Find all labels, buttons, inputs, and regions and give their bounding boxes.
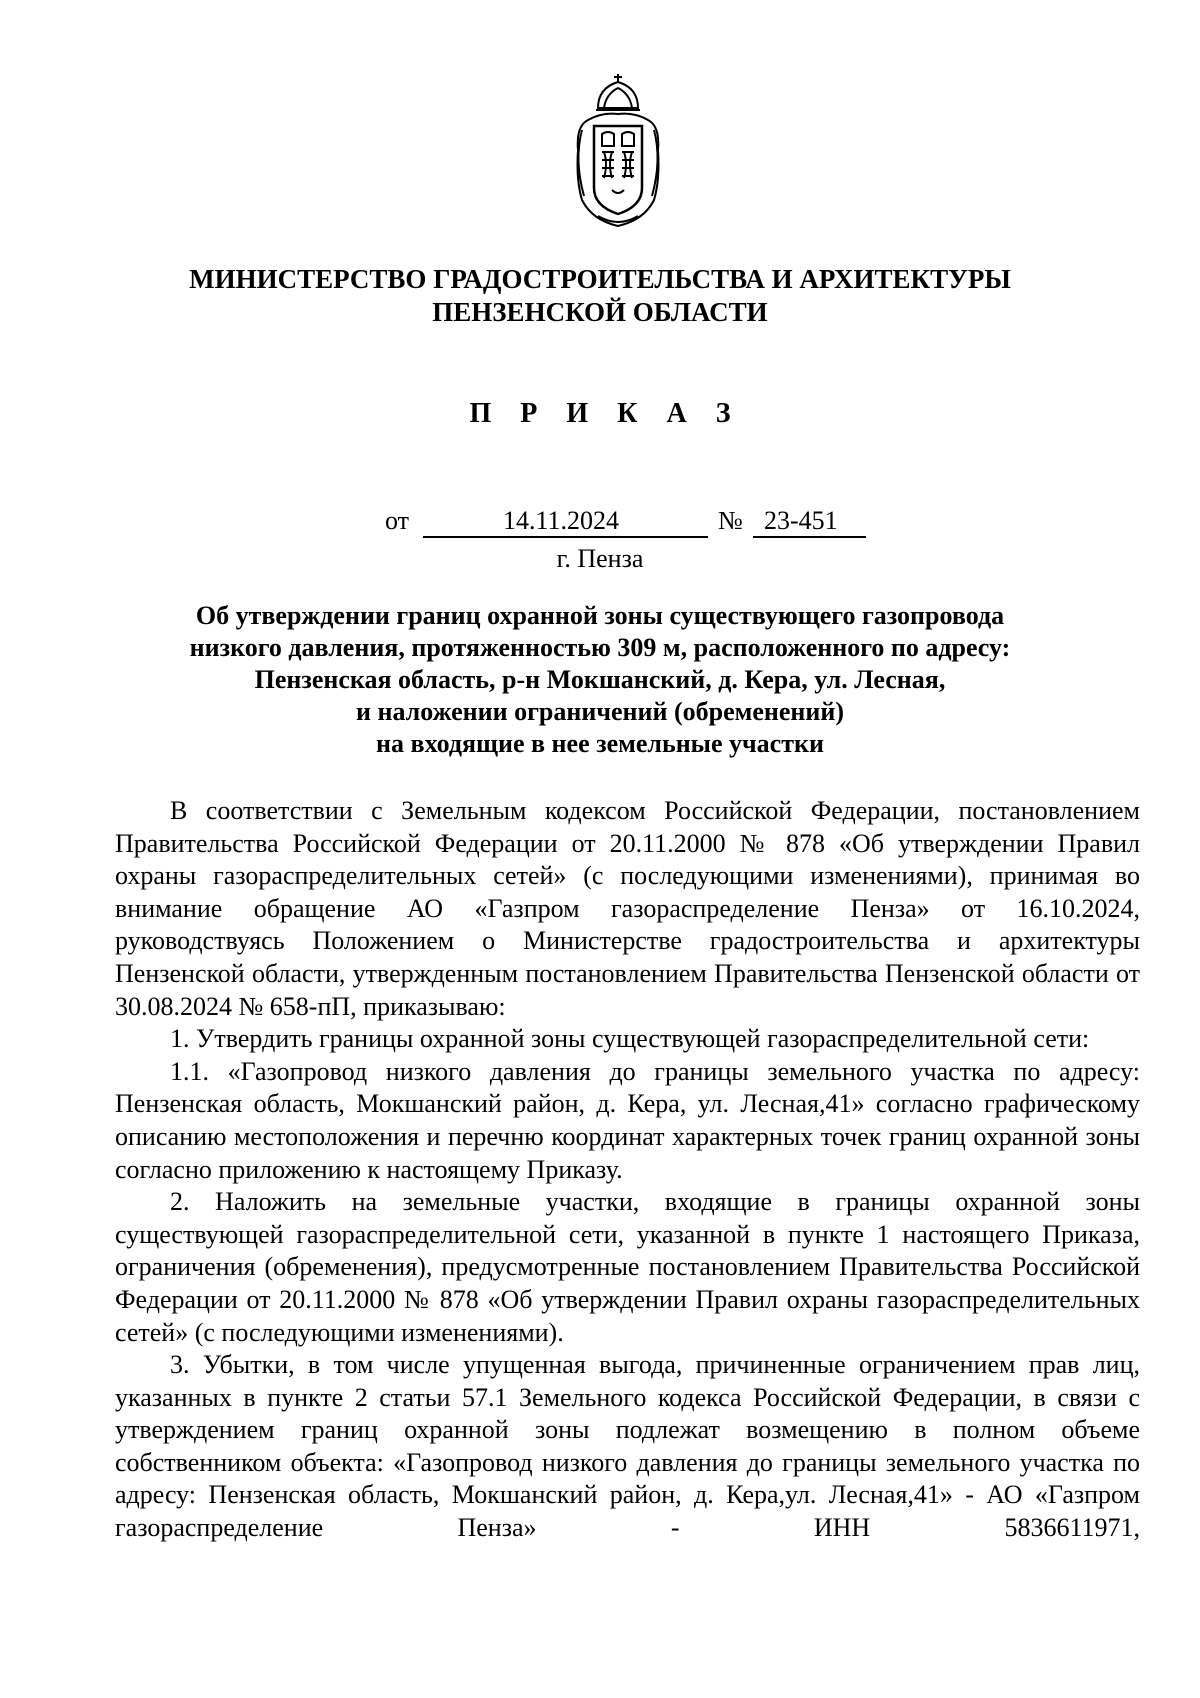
ministry-name-line1: МИНИСТЕРСТВО ГРАДОСТРОИТЕЛЬСТВА И АРХИТЕКТУРЫ xyxy=(189,264,1011,294)
document-subject xyxy=(0,600,1200,760)
subject-line: низкого давления, протяженностью 309 м, расположенного по адресу: xyxy=(189,633,1011,662)
ministry-name-line2: ПЕНЗЕНСКОЙ ОБЛАСТИ xyxy=(432,297,768,327)
city-name: г. Пенза xyxy=(556,544,644,573)
item-3-paragraph: 3. Убытки, в том числе упущенная выгода, причиненные ограничением прав лиц, указанных в пункте 2 статьи 57.1 Земельного кодекса Российской Федерации, в связи с утверждением границ охранной зоны подлежат возмещению в полном объеме собственником объекта: «Газопровод низкого давления до границы земельного участка по адресу: Пензенская область, Мокшанский район, д. Кера,ул. Лесная,41» - АО «Газпром газораспределение Пенза» - ИНН 5836611971, xyxy=(115,1350,1140,1543)
item-1-paragraph: 1. Утвердить границы охранной зоны существующей газораспределительной сети: xyxy=(170,1024,1090,1054)
number-prefix: № xyxy=(718,506,743,535)
subject-line: на входящие в нее земельные участки xyxy=(376,729,824,758)
subject-line: и наложении ограничений (обременений) xyxy=(355,697,845,726)
document-type-title: П Р И К А З xyxy=(469,398,742,429)
document-body xyxy=(115,795,1140,1545)
document-date: 14.11.2024 xyxy=(503,506,620,535)
subject-line: Об утверждении границ охранной зоны существующего газопровода xyxy=(195,601,1005,630)
date-prefix: от xyxy=(385,506,410,535)
item-2-paragraph: 2. Наложить на земельные участки, входящие в границы охранной зоны существующей газораспределительной сети, указанной в пункте 1 настоящего Приказа, ограничения (обременения), предусмотренные постановлением Правительства Российской Федерации от 20.11.2000 № 878 «Об утверждении Правил охраны газораспределительных сетей» (с последующими изменениями). xyxy=(115,1187,1140,1347)
subject-line: Пензенская область, р-н Мокшанский, д. Кера, ул. Лесная, xyxy=(254,665,946,694)
item-1-1-paragraph: 1.1. «Газопровод низкого давления до границы земельного участка по адресу: Пензенская область, Мокшанский район, д. Кера, ул. Лесная,41» согласно графическому описанию местоположения и перечню координат характерных точек границ охранной зоны согласно приложению к настоящему Приказу. xyxy=(115,1056,1140,1184)
preamble-paragraph: В соответствии с Земельным кодексом Российской Федерации, постановлением Правительства Российской Федерации от 20.11.2000 № 878 «Об утверждении Правил охраны газораспределительных сетей» (с последующими изменениями), принимая во внимание обращение АО «Газпром газораспределение Пенза» от 16.10.2024, руководствуясь Положением о Министерстве градостроительства и архитектуры Пензенской области, утвержденным постановлением Правительства Пензенской области от 30.08.2024 № 658-пП, приказываю: xyxy=(115,796,1140,1021)
document-number: 23-451 xyxy=(764,506,838,535)
coat-of-arms-emblem xyxy=(568,70,668,230)
